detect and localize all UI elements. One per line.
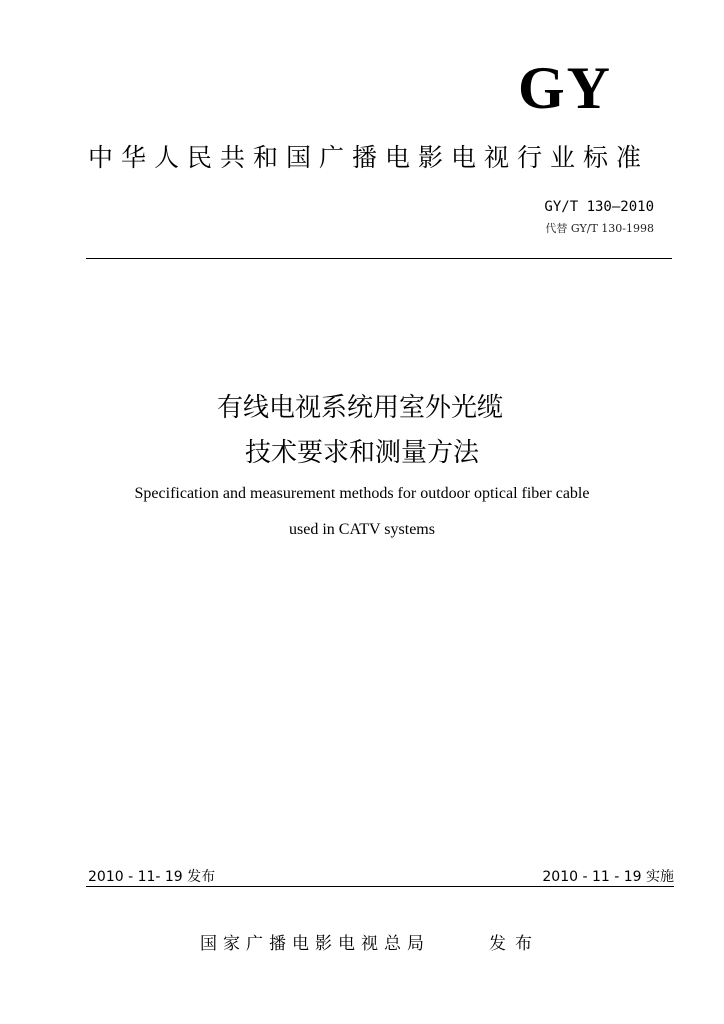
- document-title-en-line-2: used in CATV systems: [289, 521, 435, 538]
- industry-standard-title: 中华人民共和国广播电影电视行业标准: [88, 143, 650, 172]
- document-title-cn-line-2: 技术要求和测量方法: [244, 438, 479, 468]
- standard-number: GY/T 130—2010: [544, 199, 654, 215]
- gy-logo: GY: [518, 55, 612, 121]
- issue-date: 2010 - 11- 19 发布: [88, 869, 216, 885]
- header-divider: [86, 258, 672, 259]
- publisher-name: 国家广播电影电视总局: [200, 934, 430, 954]
- implementation-date: 2010 - 11 - 19 实施: [542, 869, 674, 885]
- publish-label: 发布: [489, 934, 541, 954]
- document-title-en-line-1: Specification and measurement methods for outdoor optical fiber cable: [134, 485, 590, 502]
- replaced-standard: 代替 GY/T 130-1998: [545, 222, 654, 235]
- footer-divider: [86, 886, 674, 887]
- document-title-cn-line-1: 有线电视系统用室外光缆: [216, 393, 503, 423]
